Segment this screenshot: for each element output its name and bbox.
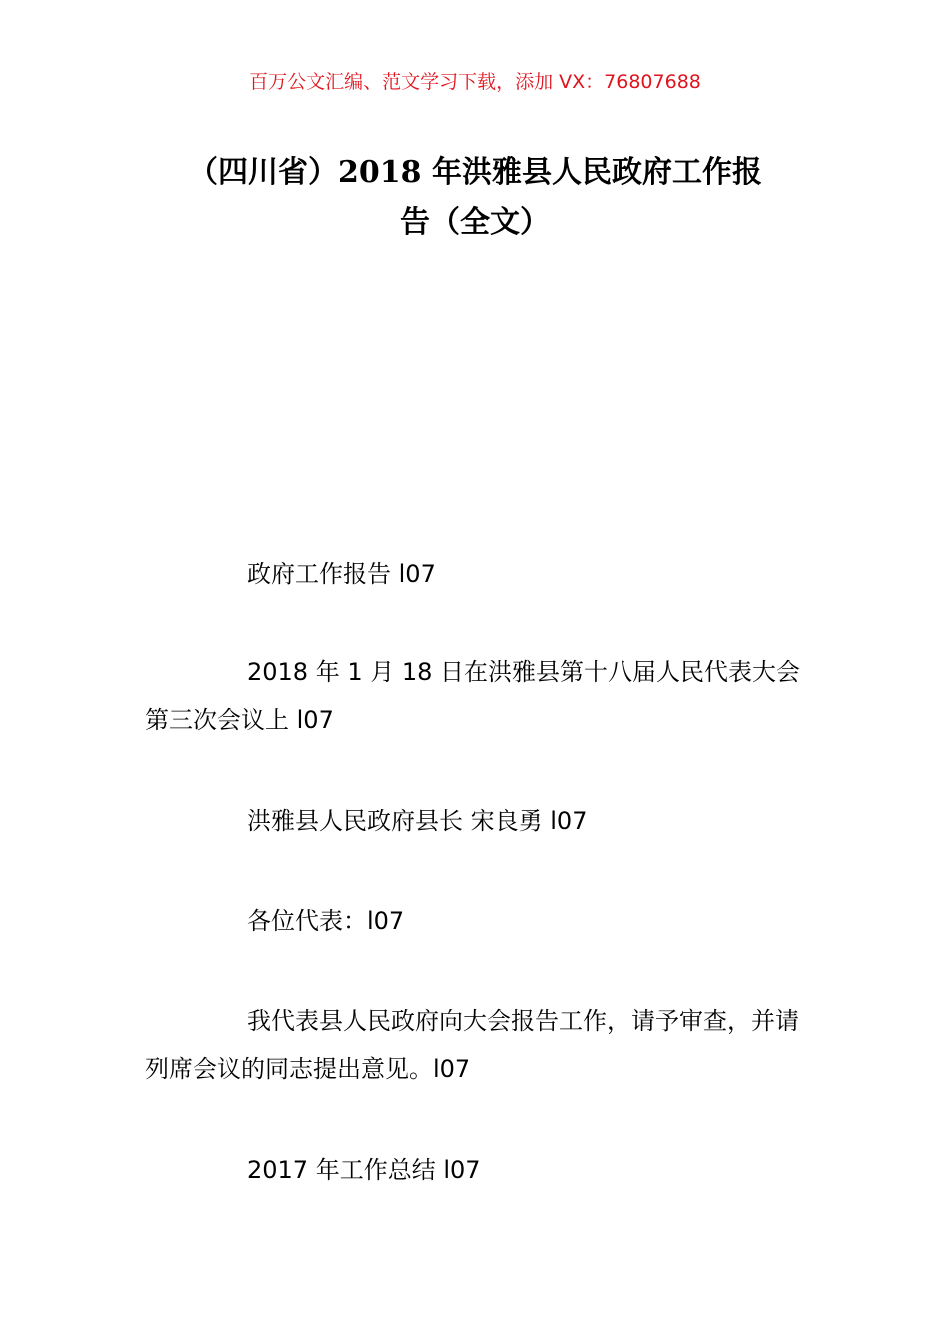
paragraph-report-label: 政府工作报告 l07 <box>247 560 436 588</box>
title-line-2: 告（全文） <box>400 205 550 240</box>
header-note: 百万公文汇编、范文学习下载，添加 VX：76807688 <box>249 71 701 93</box>
document-title <box>145 148 805 248</box>
title-line-1: （四川省）2018 年洪雅县人民政府工作报 <box>188 155 762 190</box>
paragraph-section-heading: 2017 年工作总结 l07 <box>247 1156 481 1184</box>
paragraph-meeting-date: 2018 年 1 月 18 日在洪雅县第十八届人民代表大会第三次会议上 l07 <box>145 658 801 734</box>
paragraph-salutation: 各位代表：l07 <box>247 907 405 935</box>
paragraph-presenter: 洪雅县人民政府县长 宋良勇 l07 <box>247 807 588 835</box>
paragraph-intro: 我代表县人民政府向大会报告工作，请予审查，并请列席会议的同志提出意见。l07 <box>145 1007 799 1083</box>
